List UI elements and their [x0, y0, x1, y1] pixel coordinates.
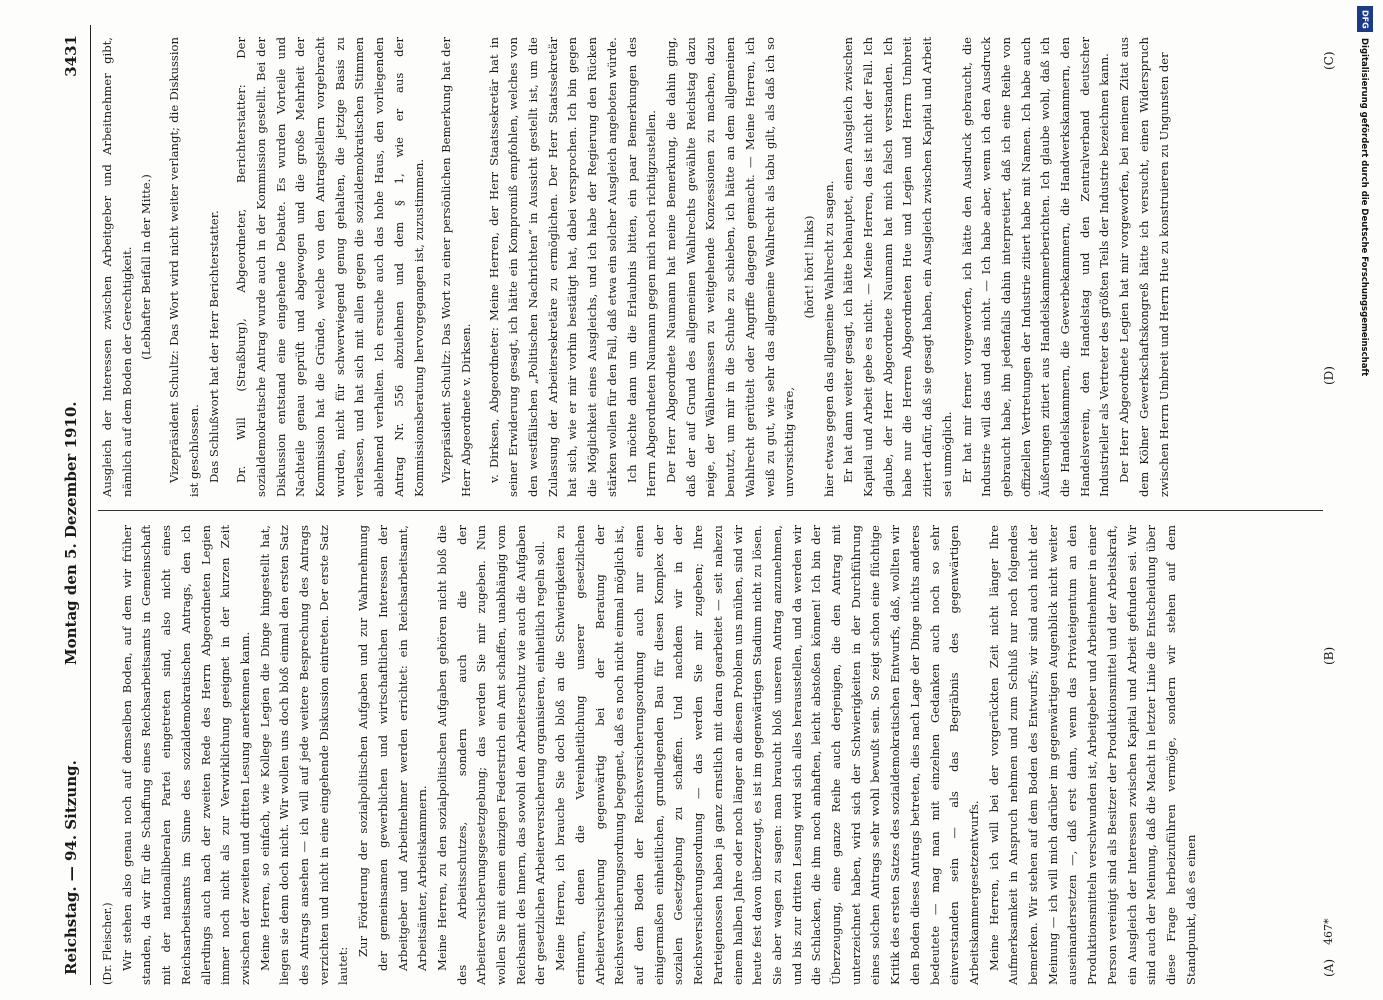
interjection-note: (hört! hört! links) — [801, 215, 816, 319]
paragraph: hier etwas gegen das allgemeine Wahlrecht zu sagen. — [821, 180, 836, 497]
digitization-notice — [1357, 6, 1375, 994]
paragraph: Ich möchte dann um die Erlaubnis bitten, ein paar Bemerkungen des Herrn Abgeordneten Naumann gegen mich noch richtigzustellen. — [624, 37, 659, 497]
paragraph: Das Schlußwort hat der Herr Berichterstatter. — [206, 210, 221, 483]
paragraph: Ausgleich der Interessen zwischen Arbeitgeber und Arbeitnehmer gibt, nämlich auf dem Boden der Gerechtigkeit. — [100, 37, 134, 497]
header-date: Montag den 5. Dezember 1910. — [62, 401, 80, 665]
paragraph: Meine Herren, zu den sozialpolitischen Aufgaben gehören nicht bloß die des Arbeitsschutzes, sondern auch die der Arbeiterversicherungsgesetzgebung; das werden Sie mir zugeben. Nun wollen Sie mit einem einzigen Federstrich ein Amt schaffen, unabhängig vom Reichsamt des Innern, das sowohl den Arbeiterschutz wie auch die Aufgaben der gesetzlichen Arbeiterversicherung organisieren, einheitlich regeln soll. — [434, 525, 548, 985]
running-header — [60, 25, 86, 985]
margin-marker-a: (A) — [1322, 958, 1336, 977]
paragraph: Meine Herren, ich will bei der vorgerückten Zeit nicht länger Ihre Aufmerksamkeit in Anspruch nehmen und zum Schluß nur noch folgendes bemerken. Wir stehen auf dem Boden des Entwurfs; wir sind auch nicht der Meinung — ich will mich darüber im gegenwärtigen Augenblick nicht weiter auseinandersetzen —, daß erst dann, wenn das Privateigentum an den Produktionsmitteln verschwunden ist, Arbeitgeber und Arbeitnehmer in einer Person vereinigt sind als Besitzer der Produktionsmittel und der Arbeitskraft, ein Ausgleich der Interessen zwischen Kapital und Arbeit gefunden sei. Wir sind auch der Meinung, daß die Macht in letzter Linie die Entscheidung über diese Frage herbeizuführen vermöge, sondern wir stehen auf dem Standpunkt, daß es einen — [986, 525, 1198, 985]
paragraph: Er hat dann weiter gesagt, ich hätte behauptet, einen Ausgleich zwischen Kapital und Arbeit gebe es nicht. — Meine Herren, das ist nicht der Fall. Ich glaube, der Herr Abgeordnete Naumann hat mich falsch verstanden. Ich habe nur die Herren Abgeordneten Hue und Legien und Herrn Umbreit zitiert dafür, daß sie gesagt haben, ein Ausgleich zwischen Kapital und Arbeit sei unmöglich. — [841, 37, 954, 497]
dfg-logo: DFG — [1357, 6, 1373, 32]
paragraph: Vizepräsident Schultz: Das Wort zu einer persönlichen Bemerkung hat der Herr Abgeordnete v. Dirksen. — [439, 37, 473, 497]
margin-marker-c: (C) — [1322, 51, 1336, 70]
margin-marker-b: (B) — [1322, 646, 1336, 665]
quoted-text: Zur Förderung der sozialpolitischen Aufgaben und zur Wahrnehmung der gemeinsamen gewerblichen und wirtschaftlichen Interessen der Arbeitgeber und Arbeitnehmer werden errichtet: ein Reichsarbeitsamt, Arbeitsämter, Arbeitskammern. — [356, 525, 430, 971]
page-number: 3431 — [62, 35, 80, 77]
paragraph: Wir stehen also genau noch auf demselben Boden, auf dem wir früher standen, da wir für die Schaffung eines Reichsarbeitsamts in Gemeinschaft mit der nationalliberalen Partei eingetreten sind, also nicht eines Reichsarbeitsamts im Sinne des sozialdemokratischen Antrags, den ich allerdings auch nach der zweiten Rede des Herrn Abgeordneten Legien immer noch nicht als zur Verwirklichung geeignet in der kurzen Zeit zwischen der zweiten und dritten Lesung anerkennen kann. — [119, 525, 252, 985]
right-column — [98, 37, 1323, 497]
digitization-text: Digitalisierung gefördert durch die Deutsche Forschungsgemeinschaft — [1359, 38, 1369, 377]
paragraph: Meine Herren, ich brauche Sie doch bloß an die Schwierigkeiten zu erinnern, denen die Vereinheitlichung unserer gesetzlichen Arbeiterversicherung gegenwärtig bei der Beratung der Reichsversicherungsordnung begegnet, daß es noch nicht einmal möglich ist, auf dem Boden der Reichsversicherungsordnung auch nur einen einigermaßen einheitlichen, grundlegenden Bau für diesen Komplex der sozialen Gesetzgebung zu schaffen. Und nachdem wir in der Reichsversicherungsordnung — das werden Sie mir zugeben; Ihre Parteigenossen haben ja ganz ernstlich mit daran gearbeitet — seit nahezu einem halben Jahre oder noch länger an diesem Problem uns mühen, sind wir heute fest davon überzeugt, es ist im gegenwärtigen Stadium nicht zu lösen. Sie aber wagen zu sagen: man braucht bloß unseren Antrag anzunehmen, und bis zur dritten Lesung wird sich alles herausstellen, und da werden wir die Schlacken, die ihm noch anhaften, leicht abstoßen können! Ich bin der Überzeugung, eine ganze Reihe auch derjenigen, die den Antrag mit unterzeichnet haben, wird sich der Schwierigkeiten in der Durchführung eines solchen Antrags sehr wohl bewußt sein. So zeigt schon eine flüchtige Kritik des ersten Satzes des sozialdemokratischen Entwurfs, daß, wollten wir den Boden dieses Antrags betreten, dies nach Lage der Dinge nichts anderes bedeutete — mag man mit einzelnen Gedanken auch noch so sehr einverstanden sein — als das Begräbnis des gegenwärtigen Arbeitskammergesetzentwurfs. — [553, 525, 981, 985]
paragraph: Dr. Will (Straßburg), Abgeordneter, Berichterstatter: Der sozialdemokratische Antrag wurde auch in der Kommission gestellt. Bei der Diskussion entstand eine eingehende Debatte. Es wurden Vorteile und Nachteile genau geprüft und abgewogen und die große Mehrheit der Kommission hat die Gründe, welche von den Antragstellern vorgebracht wurden, nicht für schwerwiegend genug gehalten, die jetzige Basis zu verlassen, und hat sich mit allen gegen die sozialdemokratischen Stimmen ablehnend verhalten. Ich ersuche auch das hohe Haus, den vorliegenden Antrag Nr. 556 abzulehnen und dem § 1, wie er aus der Kommissionsberatung hervorgegangen ist, zuzustimmen. — [234, 37, 426, 497]
column-divider — [98, 510, 1323, 511]
left-column — [98, 525, 1323, 985]
paragraph: Der Herr Abgeordnete Naumann hat meine Bemerkung, die dahin ging, daß der auf Grund des allgemeinen Wahlrechts gewählte Reichstag dazu neige, der Wählermassen zu weitgehende Konzessionen zu machen, dazu benutzt, um mir in die Schuhe zu schieben, ich hätte an dem allgemeinen Wahlrecht gerüttelt oder Angriffe dagegen gemacht. — Meine Herren, ich weiß zu gut, wie sehr das allgemeine Wahlrecht als tabu gilt, als daß ich so unvorsichtig wäre, — [663, 37, 797, 497]
header-rule — [90, 25, 91, 985]
paragraph: Vizepräsident Schultz: Das Wort wird nicht weiter verlangt; die Diskussion ist geschlossen. — [167, 37, 201, 497]
paragraph: Meine Herren, so einfach, wie Kollege Legien die Dinge hingestellt hat, liegen sie denn doch nicht. Wir wollen uns doch bloß einmal den ersten Satz des Antrags ansehen — ich will auf jede weitere Besprechung des Antrags verzichten und nicht in eine eingehende Diskussion eintreten. Der erste Satz lautet: — [257, 525, 351, 985]
margin-marker-d: (D) — [1322, 366, 1336, 385]
paragraph: v. Dirksen, Abgeordneter: Meine Herren, der Herr Staatssekretär hat in seiner Erwiderung gesagt, ich hätte ein Kompromiß empfohlen, welches von den westfälischen „Politischen Nachrichten“ in Aussicht gestellt ist, um die Zulassung der Arbeitersekretäre zu ermöglichen. Der Herr Staatssekretär hat sich, wie er mir vorhin bestätigt hat, dabei versprochen. Ich bin gegen die Möglichkeit eines Ausgleichs, und ich habe der Regierung den Rücken stärken wollen für den Fall, daß etwa ein solcher Ausgleich angeboten würde. — [486, 37, 619, 497]
rotated-page-content — [60, 25, 1335, 985]
header-left: Reichstag. — 94. Sitzung. — [62, 760, 80, 975]
applause-note: (Lebhafter Beifall in der Mitte.) — [139, 174, 154, 360]
folio-signature: 467* — [1322, 918, 1335, 945]
paragraph: Er hat mir ferner vorgeworfen, ich hätte den Ausdruck gebraucht, die Industrie will das und das nicht. — Ich habe aber, wenn ich den Ausdruck gebraucht habe, ihn jedenfalls dahin interpretiert, daß ich eine Reihe von offiziellen Vertretungen der Industrie zitiert habe mit Namen. Ich habe auch Äußerungen zitiert aus Handelskammerberichten. Ich glaube wohl, daß ich die Handelskammern, die Gewerbekammern, die Handwerkskammern, den Handelsverein, den Handelstag und den Zentralverband deutscher Industrieller als Vertreter des größten Teils der Industrie bezeichnen kann. — [959, 37, 1112, 497]
speaker-note: (Dr. Fleischer.) — [101, 902, 114, 985]
paragraph: Der Herr Abgeordnete Legien hat mir vorgeworfen, bei meinem Zitat aus dem Kölner Gewerkschaftskongreß hätte ich versucht, einen Widerspruch zwischen Herrn Umbreit und Herrn Hue zu konstruieren zu Ungunsten der — [1117, 37, 1171, 497]
